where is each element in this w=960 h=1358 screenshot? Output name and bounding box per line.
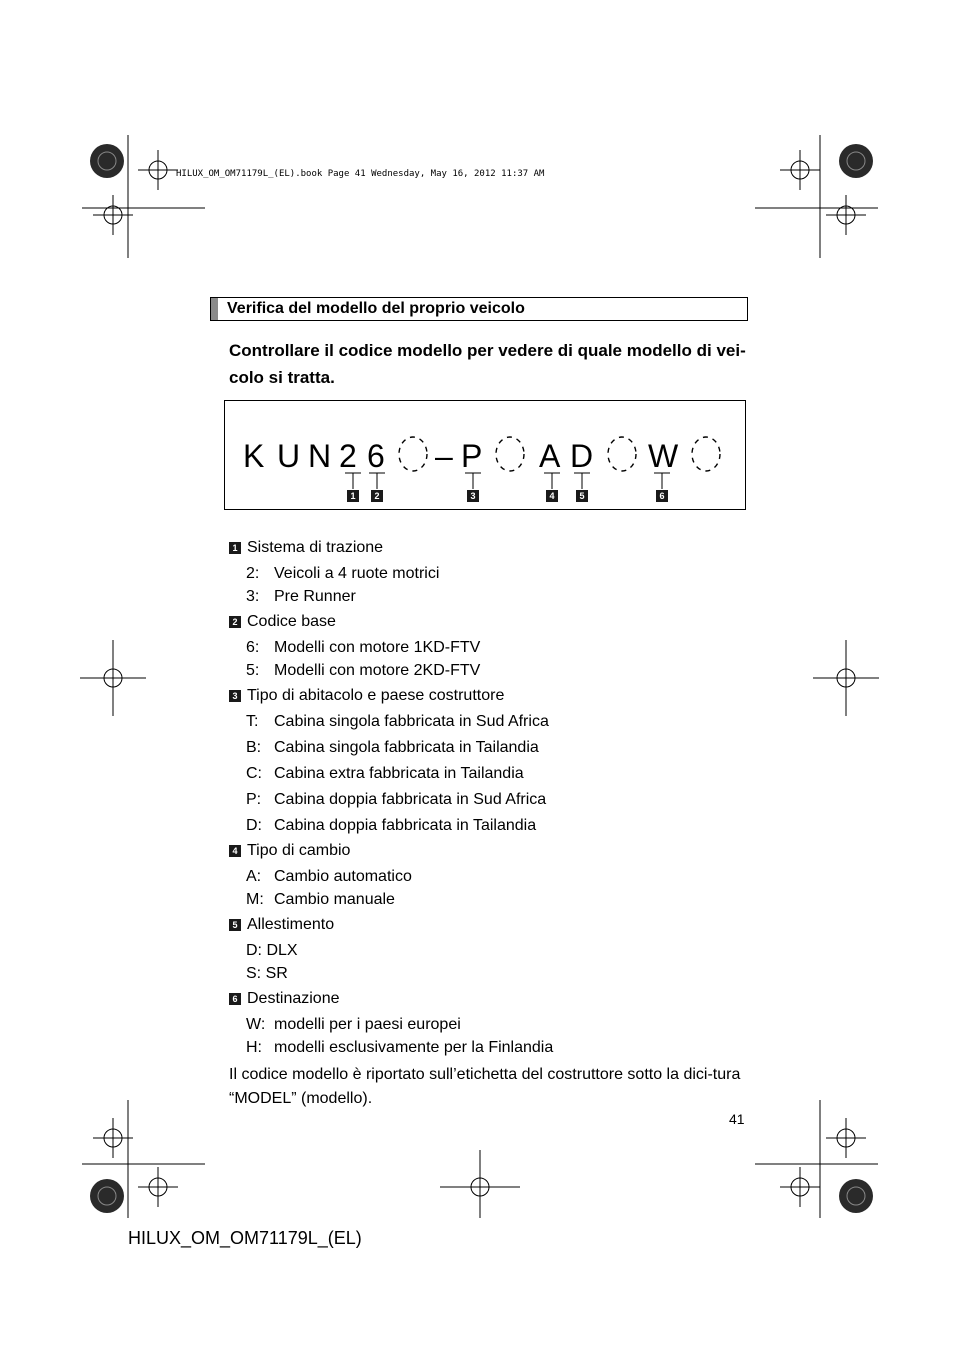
item-value: Cabina doppia fabbricata in Tailandia: [274, 817, 537, 834]
item-value: Cabina doppia fabbricata in Sud Africa: [274, 791, 547, 808]
item-key: C:: [246, 765, 262, 782]
item-key: D:: [246, 942, 262, 959]
code-char-a: A: [539, 438, 561, 474]
code-char-n: N: [308, 438, 332, 474]
item-key: P:: [246, 791, 262, 808]
group-label: Destinazione: [247, 990, 340, 1007]
item-key: 2:: [246, 565, 260, 582]
group-label: Tipo di cambio: [247, 842, 351, 859]
page-number: 41: [729, 1111, 745, 1127]
item-value: SR: [265, 965, 288, 982]
diagram-marker-6: 6: [659, 491, 665, 501]
item-value: Cabina extra fabbricata in Tailandia: [274, 765, 524, 782]
item-key: 5:: [246, 662, 260, 679]
item-key: W:: [246, 1016, 266, 1033]
radial-disk-br: [839, 1179, 873, 1213]
list-item: [246, 713, 549, 731]
list-item: [246, 868, 412, 886]
code-char-w: W: [648, 438, 679, 474]
item-key: 3:: [246, 588, 260, 605]
list-item: [246, 662, 480, 680]
list-item: [246, 1039, 553, 1057]
print-header-line: HILUX_OM_OM71179L_(EL).book Page 41 Wednesday, May 16, 2012 11:37 AM: [176, 169, 545, 179]
diagram-marker-3: 3: [470, 491, 476, 501]
placeholder-slot: [608, 437, 636, 471]
model-code-svg: [225, 401, 745, 509]
radial-disk-tl: [90, 144, 124, 178]
list-item: [246, 1016, 461, 1034]
list-item: [246, 791, 546, 809]
list-item: [246, 965, 288, 983]
list-item: [246, 565, 439, 583]
model-code-diagram: [224, 400, 746, 510]
list-item: [246, 739, 539, 757]
item-key: M:: [246, 891, 264, 908]
radial-disk-tr: [839, 144, 873, 178]
code-char-u: U: [277, 438, 301, 474]
item-key: S:: [246, 965, 262, 982]
list-item: [246, 588, 356, 606]
item-value: modelli per i paesi europei: [274, 1016, 461, 1033]
item-value: Modelli con motore 1KD-FTV: [274, 639, 481, 656]
radial-disk-bl: [90, 1179, 124, 1213]
item-value: Modelli con motore 2KD-FTV: [274, 662, 481, 679]
group-label: Allestimento: [247, 916, 335, 933]
code-char-k: K: [243, 438, 265, 474]
intro-text: Controllare il codice modello per vedere di quale modello di vei-colo si tratta.: [229, 341, 746, 387]
group-label: Sistema di trazione: [247, 539, 384, 556]
code-char-2: 2: [339, 438, 357, 474]
code-char-p: P: [461, 438, 483, 474]
list-item: [246, 817, 536, 835]
item-value: Cambio automatico: [274, 868, 412, 885]
list-item: [246, 639, 480, 657]
code-char-d: D: [570, 438, 594, 474]
marker-badge: 5: [229, 919, 241, 931]
section-header: [210, 297, 748, 321]
target-top-left: [138, 150, 178, 190]
placeholder-slot: [496, 437, 524, 471]
diagram-marker-4: 4: [549, 491, 555, 501]
section-title: Verifica del modello del proprio veicolo: [227, 300, 525, 317]
section-header-accent: [211, 298, 218, 320]
diagram-marker-5: 5: [579, 491, 585, 501]
marker-badge: 6: [229, 993, 241, 1005]
marker-badge: 1: [229, 542, 241, 554]
item-value: modelli esclusivamente per la Finlandia: [274, 1039, 554, 1056]
placeholder-slot: [692, 437, 720, 471]
list-item: [246, 765, 524, 783]
item-value: Cabina singola fabbricata in Sud Africa: [274, 713, 549, 730]
list-item: [246, 942, 298, 960]
item-value: Pre Runner: [274, 588, 356, 605]
code-char-dash: –: [435, 438, 453, 474]
item-value: Cambio manuale: [274, 891, 395, 908]
diagram-marker-2: 2: [374, 491, 380, 501]
group-label: Tipo di abitacolo e paese costruttore: [247, 687, 505, 704]
item-value: Cabina singola fabbricata in Tailandia: [274, 739, 539, 756]
marker-badge: 2: [229, 616, 241, 628]
item-value: DLX: [266, 942, 298, 959]
marker-badge: 4: [229, 845, 241, 857]
item-key: H:: [246, 1039, 262, 1056]
item-key: D:: [246, 817, 262, 834]
item-key: B:: [246, 739, 262, 756]
marker-badge: 3: [229, 690, 241, 702]
placeholder-slot: [399, 437, 427, 471]
group-label: Codice base: [247, 613, 336, 630]
item-value: Veicoli a 4 ruote motrici: [274, 565, 440, 582]
item-key: T:: [246, 713, 259, 730]
list-item: [246, 891, 395, 909]
item-key: A:: [246, 868, 262, 885]
footer-note: Il codice modello è riportato sull’etichetta del costruttore sotto la dici-tura “MODEL” (modello).: [229, 1066, 741, 1107]
document-code: HILUX_OM_OM71179L_(EL): [128, 1228, 362, 1248]
item-key: 6:: [246, 639, 260, 656]
diagram-marker-1: 1: [350, 491, 356, 501]
code-char-6: 6: [367, 438, 385, 474]
